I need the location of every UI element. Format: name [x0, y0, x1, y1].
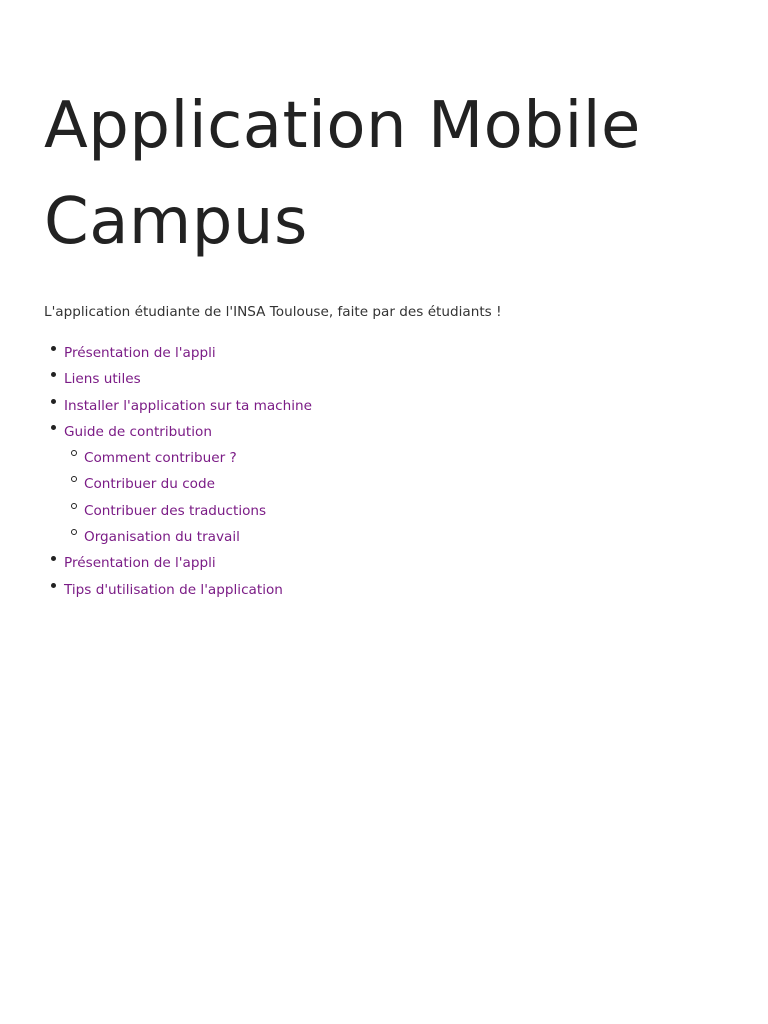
page-title-line-1: Application Mobile: [44, 89, 641, 163]
toc-link-presentation[interactable]: Présentation de l'appli: [64, 345, 216, 361]
toc-link-organisation-travail[interactable]: Organisation du travail: [84, 529, 240, 546]
toc-item-presentation: [64, 340, 724, 366]
toc-link-presentation-2[interactable]: Présentation de l'appli: [64, 555, 216, 572]
toc-item-liens-utiles: [64, 366, 724, 392]
toc-subitem-comment-contribuer: [84, 445, 724, 471]
toc-subitem-organisation-travail: [84, 524, 724, 550]
toc-link-contribuer-code[interactable]: Contribuer du code: [84, 476, 215, 493]
intro-text: L'application étudiante de l'INSA Toulouse, faite par des étudiants !: [44, 304, 502, 320]
toc-link-liens-utiles[interactable]: Liens utiles: [64, 371, 141, 388]
toc-item-presentation-2: [64, 550, 724, 576]
table-of-contents: [44, 340, 724, 603]
toc-link-installer[interactable]: Installer l'application sur ta machine: [64, 397, 313, 414]
toc-item-installer: [64, 393, 724, 419]
page-title: [44, 78, 724, 270]
toc-link-contribuer-traductions[interactable]: Contribuer des traductions: [84, 502, 267, 519]
toc-link-tips[interactable]: Tips d'utilisation de l'application: [64, 581, 283, 598]
toc-sublist-contribution: [64, 445, 724, 550]
toc-link-guide-contribution[interactable]: Guide de contribution: [64, 423, 212, 440]
page-title-line-2: Campus: [44, 185, 308, 259]
toc-item-tips: [64, 577, 724, 603]
toc-subitem-contribuer-code: [84, 471, 724, 497]
toc-item-guide-contribution: [64, 419, 724, 550]
toc-link-comment-contribuer[interactable]: Comment contribuer ?: [84, 450, 237, 467]
toc-subitem-contribuer-traductions: [84, 498, 724, 524]
